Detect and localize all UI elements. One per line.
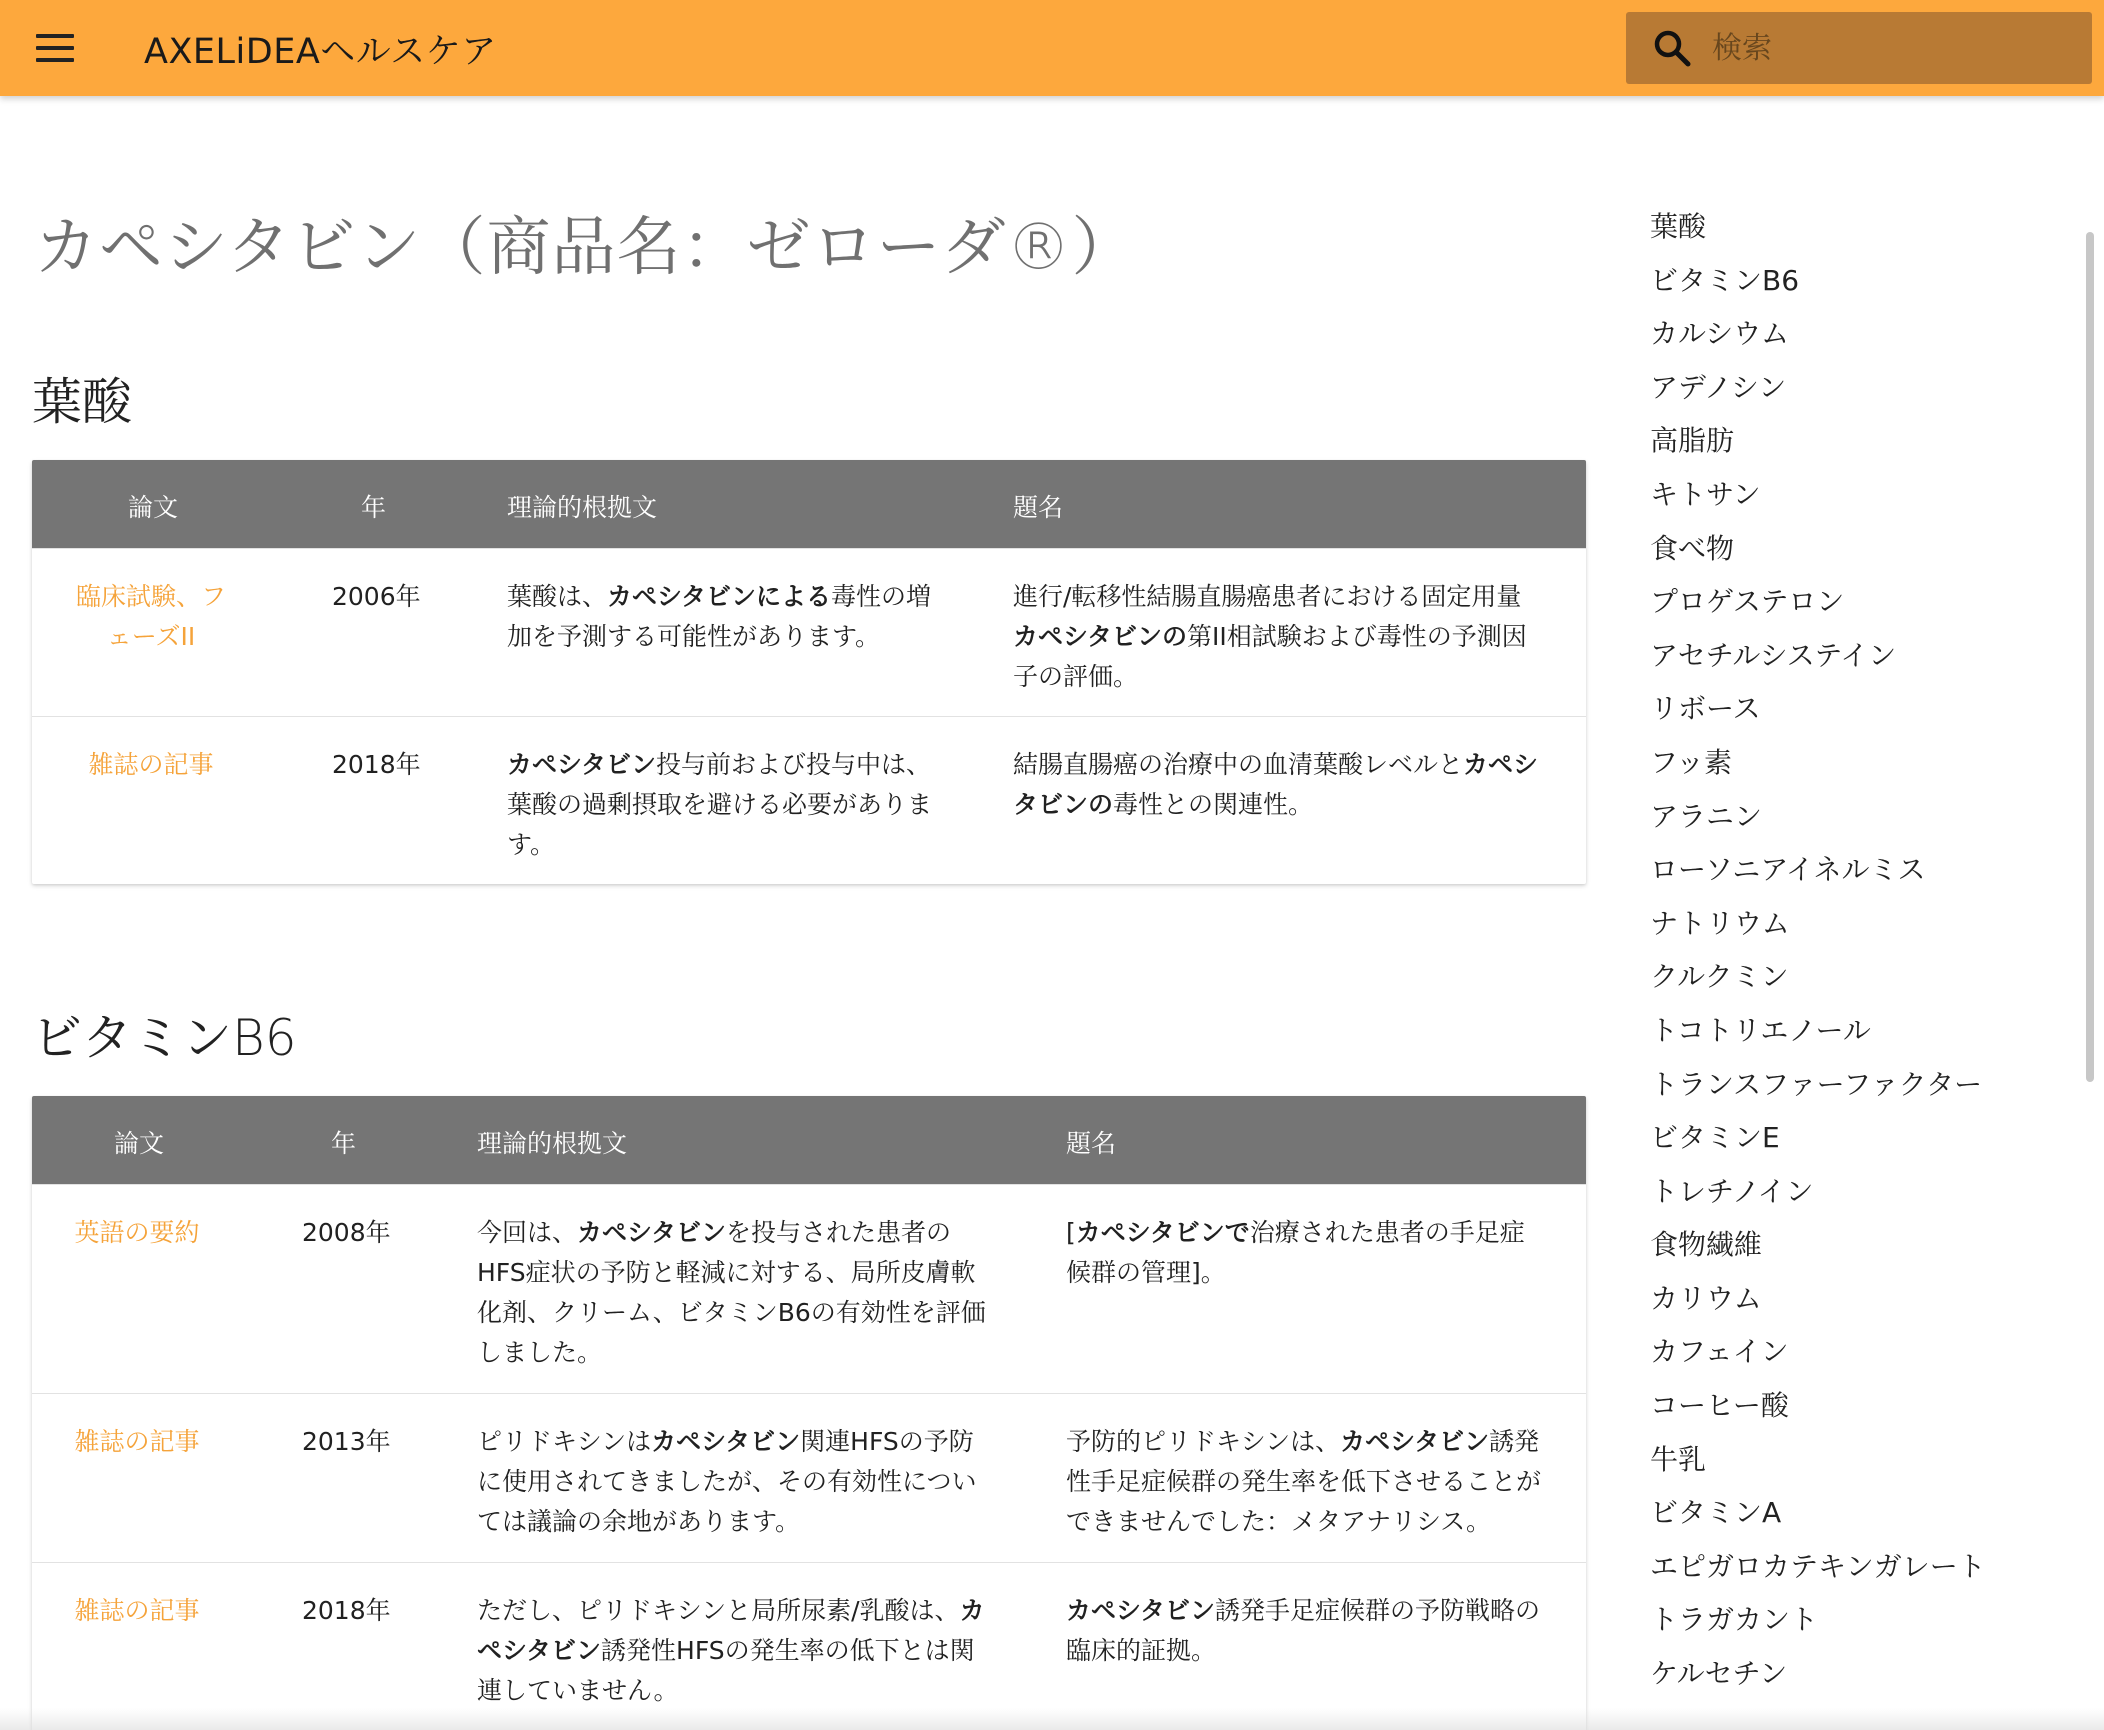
table-row: [32, 1393, 1586, 1562]
column-header-paper: 論文: [114, 1129, 165, 1158]
toc-item[interactable]: 食物繊維: [1650, 1228, 1763, 1262]
title-cell: 結腸直腸癌の治療中の血清葉酸レベルとカペシ タビンの毒性との関連性。: [1013, 750, 1539, 819]
toc-item[interactable]: トコトリエノール: [1650, 1013, 1871, 1047]
bottom-fade: [0, 1708, 2104, 1730]
search-box[interactable]: [1626, 12, 2092, 84]
app-bar: [0, 0, 2104, 96]
column-header-rationale: 理論的根拠文: [477, 1129, 628, 1158]
toc-nav: [1650, 200, 2070, 1701]
table-header: [32, 1096, 1586, 1184]
toc-item[interactable]: 葉酸: [1650, 210, 1707, 243]
toc-item[interactable]: カリウム: [1650, 1281, 1762, 1315]
title-cell: [カペシタビンで治療された患者の手足症 候群の管理]。: [1066, 1218, 1525, 1287]
year-cell: 2013年: [302, 1427, 391, 1456]
toc-item[interactable]: 牛乳: [1650, 1442, 1707, 1476]
year-cell: 2018年: [302, 1596, 391, 1625]
toc-item[interactable]: ビタミンA: [1650, 1496, 1782, 1530]
toc-item[interactable]: 高脂肪: [1650, 424, 1735, 458]
column-header-title: 題名: [1013, 493, 1064, 522]
search-input[interactable]: [1712, 22, 2072, 74]
toc-item[interactable]: フッ素: [1650, 745, 1733, 779]
column-header-rationale: 理論的根拠文: [507, 493, 658, 522]
toc-item[interactable]: キトサン: [1650, 477, 1761, 511]
rationale-cell: ただし、ピリドキシンと局所尿素/乳酸は、カ ペシタビン誘発性HFSの発生率の低下とは関 連していません。: [477, 1596, 985, 1705]
toc-item[interactable]: トラガカント: [1650, 1603, 1819, 1637]
section-title-vitamin-b6: ビタミンB6: [32, 1009, 297, 1067]
search-icon[interactable]: [1652, 28, 1692, 68]
column-header-paper: 論文: [128, 493, 179, 522]
toc-item[interactable]: プロゲステロン: [1650, 585, 1845, 619]
year-cell: 2008年: [302, 1218, 391, 1247]
rationale-cell: ピリドキシンはカペシタビン関連HFSの予防 に使用されてきましたが、その有効性につい ては議論の余地があります。: [477, 1427, 977, 1536]
rationale-cell: カペシタビン投与前および投与中は、 葉酸の過剰摂取を避ける必要がありま す。: [507, 750, 933, 859]
toc-item[interactable]: 食べ物: [1650, 531, 1735, 565]
toc-item[interactable]: アラニン: [1650, 799, 1763, 833]
year-cell: 2018年: [332, 750, 421, 779]
toc-item[interactable]: クルクミン: [1650, 960, 1789, 994]
section-title-folic-acid: 葉酸: [32, 373, 132, 431]
toc-item[interactable]: カフェイン: [1650, 1335, 1789, 1369]
table-row: [32, 1184, 1586, 1393]
paper-link[interactable]: 臨床試験、フ ェーズII: [75, 582, 226, 651]
column-header-year: 年: [361, 493, 387, 522]
year-cell: 2006年: [332, 582, 421, 611]
toc-item[interactable]: カルシウム: [1650, 317, 1790, 351]
toc-item[interactable]: コーヒー酸: [1650, 1389, 1789, 1423]
paper-link[interactable]: 英語の要約: [74, 1218, 200, 1247]
column-header-title: 題名: [1066, 1129, 1117, 1158]
title-cell: 進行/転移性結腸直腸癌患者における固定用量 カペシタビンの第II相試験および毒性の予測因 子の評価。: [1013, 582, 1527, 691]
toc-item[interactable]: ビタミンE: [1650, 1121, 1780, 1155]
scrollbar[interactable]: [2086, 232, 2094, 1082]
title-cell: 予防的ピリドキシンは、カペシタビン誘発 性手足症候群の発生率を低下させることが できませんでした：メタアナリシス。: [1066, 1427, 1542, 1536]
toc-item[interactable]: リボース: [1650, 692, 1761, 726]
rationale-cell: 今回は、カペシタビンを投与された患者の HFS症状の予防と軽減に対する、局所皮膚軟 化剤、クリーム、ビタミンB6の有効性を評価 しました。: [477, 1218, 986, 1367]
table-folic-acid: [32, 460, 1586, 884]
toc-item[interactable]: トランスファーファクター: [1650, 1067, 1983, 1101]
paper-link[interactable]: 雑誌の記事: [74, 1427, 200, 1456]
toc-item[interactable]: トレチノイン: [1650, 1174, 1814, 1208]
app-title[interactable]: AXELiDEAヘルスケア: [144, 32, 497, 72]
rationale-cell: 葉酸は、カペシタビンによる毒性の増 加を予測する可能性があります。: [507, 582, 932, 651]
table-vitamin-b6: [32, 1096, 1586, 1730]
toc-item[interactable]: ビタミンB6: [1650, 263, 1800, 297]
table-row: [32, 548, 1586, 716]
paper-link[interactable]: 雑誌の記事: [74, 1596, 200, 1625]
page-title: カペシタビン（商品名：ゼローダ®）: [34, 211, 1137, 285]
table-row: [32, 1562, 1586, 1730]
table-header: [32, 460, 1586, 548]
title-cell: カペシタビン誘発手足症候群の予防戦略の 臨床的証拠。: [1066, 1596, 1541, 1665]
toc-item[interactable]: エピガロカテキンガレート: [1650, 1549, 1986, 1583]
toc-item[interactable]: アセチルシステイン: [1650, 638, 1897, 672]
table-row: [32, 716, 1586, 884]
toc-item[interactable]: ケルセチン: [1650, 1657, 1788, 1691]
menu-icon[interactable]: [36, 34, 76, 64]
paper-link[interactable]: 雑誌の記事: [88, 750, 214, 779]
column-header-year: 年: [331, 1129, 357, 1158]
toc-item[interactable]: ナトリウム: [1650, 906, 1790, 940]
toc-item[interactable]: ローソニアイネルミス: [1650, 853, 1926, 887]
toc-item[interactable]: アデノシン: [1650, 370, 1787, 404]
